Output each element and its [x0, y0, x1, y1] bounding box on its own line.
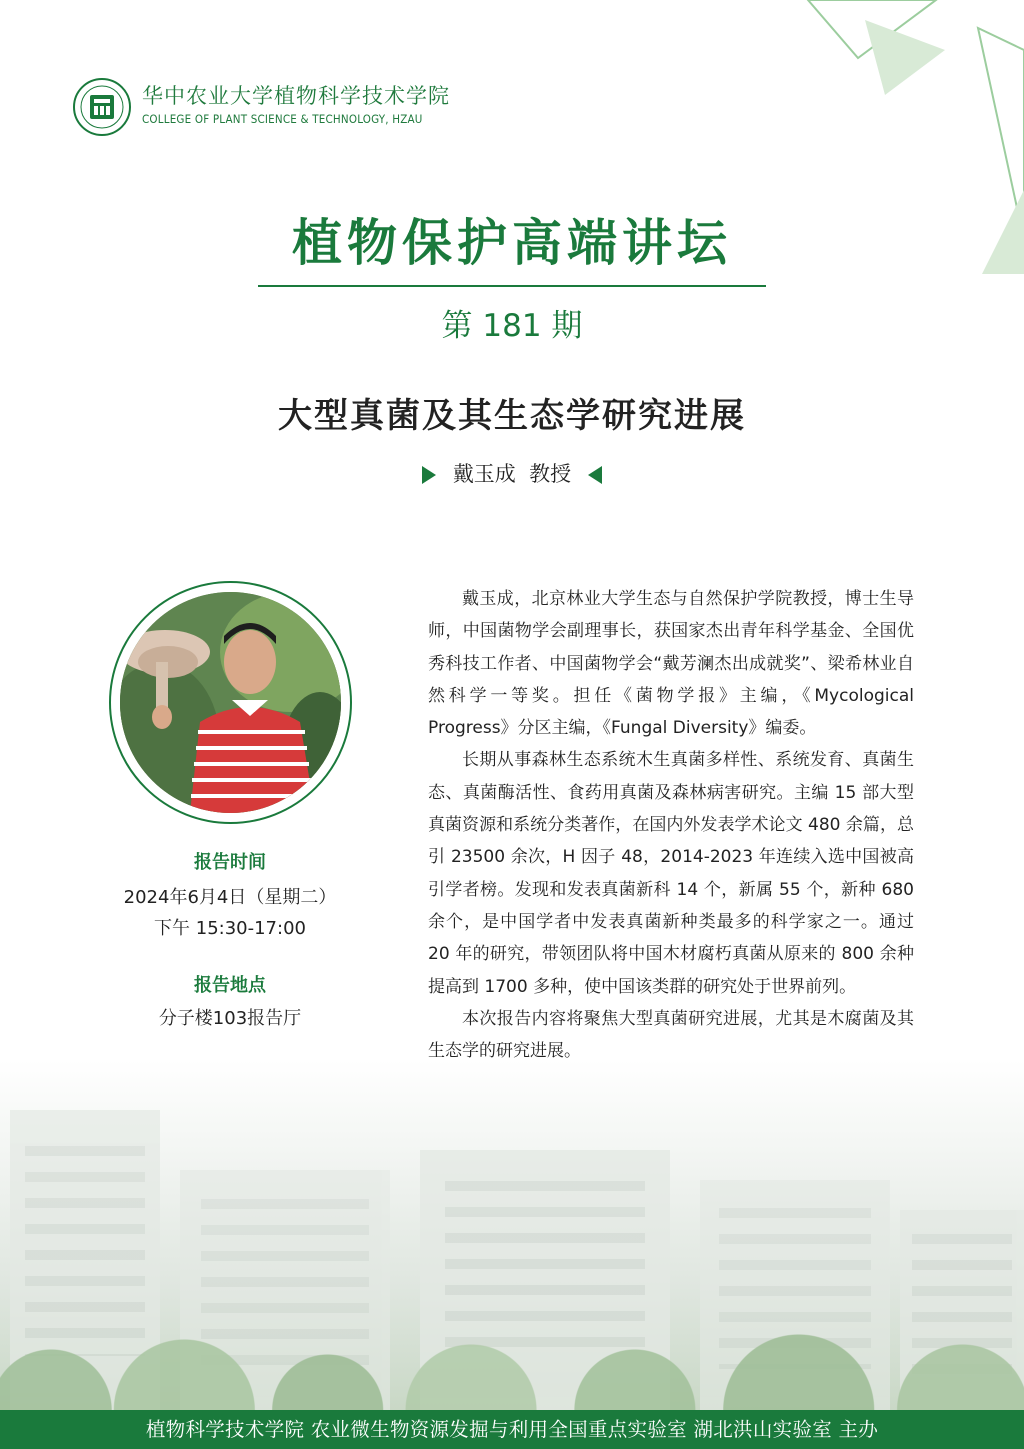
college-logo-icon — [72, 77, 132, 137]
speaker-portrait — [120, 592, 341, 813]
lecture-topic: 大型真菌及其生态学研究进展 — [278, 396, 746, 436]
decor-triangle-filled — [855, 10, 955, 100]
bio-paragraph: 本次报告内容将聚焦大型真菌研究进展，尤其是木腐菌及其生态学的研究进展。 — [428, 1008, 914, 1062]
place-label: 报告地点 — [194, 975, 266, 996]
title-divider — [258, 285, 766, 287]
time-label: 报告时间 — [194, 852, 266, 873]
speaker-bio — [428, 583, 914, 1067]
college-name-cn: 华中农业大学植物科学技术学院 — [142, 84, 450, 108]
speaker-name: 戴玉成 教授 — [452, 462, 572, 486]
bio-paragraph: 戴玉成，北京林业大学生态与自然保护学院教授，博士生导师，中国菌物学会副理事长，获国家杰出青年科学基金、全国优秀科技工作者、中国菌物学会“戴芳澜杰出成就奖”、梁希林业自然科学一等奖。担任《菌物学报》主编，《Mycological Progress》分区主编，《Fungal Diversity》编委。 — [428, 589, 914, 739]
forum-issue: 第 181 期 — [441, 308, 583, 344]
arrow-left-icon — [588, 466, 602, 484]
campus-background — [0, 1060, 1024, 1410]
lecture-place: 分子楼103报告厅 — [158, 1008, 302, 1029]
bio-paragraph: 长期从事森林生态系统木生真菌多样性、系统发育、真菌生态、真菌酶活性、食药用真菌及森林病害研究。主编 15 部大型真菌资源和系统分类著作，在国内外发表学术论文 480 余篇，总引 23500 余次，H 因子 48，2014-2023 年连续入选中国被高引学者榜。发现和发表真菌新科 14 个，新属 55 个，新种 680 余个，是中国学者中发表真菌新种类最多的科学家之一。通过 20 年的研究，带领团队将中国木材腐朽真菌从原来的 800 余种提高到 1700 多种，使中国该类群的研究处于世界前列。 — [428, 750, 914, 997]
lecture-date: 2024年6月4日（星期二） — [123, 887, 337, 908]
forum-title: 植物保护高端讲坛 — [292, 213, 732, 272]
organizers-footer: 植物科学技术学院 农业微生物资源发掘与利用全国重点实验室 湖北洪山实验室 主办 — [0, 1410, 1024, 1449]
lecture-time: 下午 15:30-17:00 — [154, 918, 306, 939]
speaker-row — [0, 458, 1024, 488]
college-name-en: COLLEGE OF PLANT SCIENCE & TECHNOLOGY, HZAU — [142, 112, 423, 126]
arrow-right-icon — [422, 466, 436, 484]
